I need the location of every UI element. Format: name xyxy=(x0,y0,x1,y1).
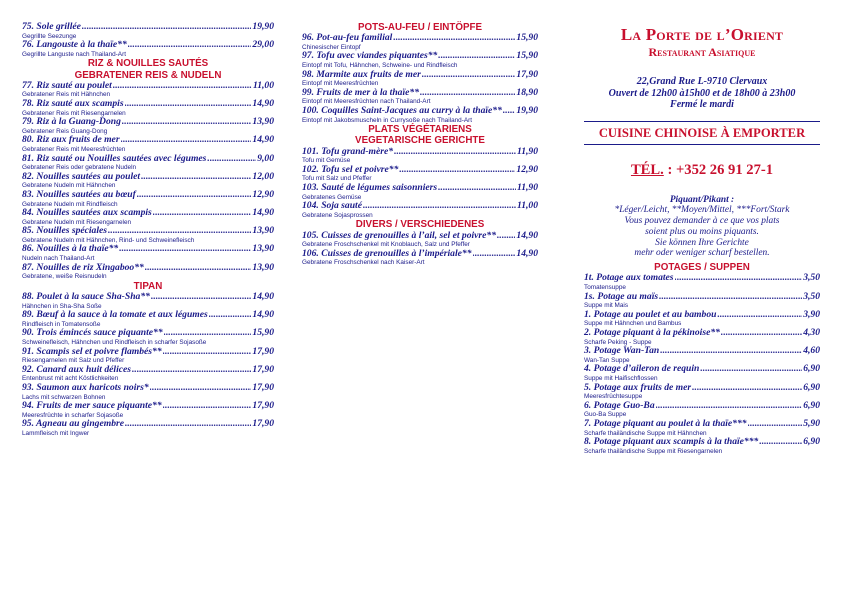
dot-leader xyxy=(721,328,802,339)
menu-item-line xyxy=(584,401,820,412)
dish-price: 11,90 xyxy=(516,145,538,157)
dish-name: 1t. Potage aux tomates xyxy=(584,272,674,284)
dish-price: 12,00 xyxy=(252,170,274,182)
menu-item-line xyxy=(22,135,274,146)
dot-leader xyxy=(656,401,803,412)
dish-price: 18,90 xyxy=(516,86,538,98)
dish-name: 8. Potage piquant aux scampis à la thaïe*** xyxy=(584,436,759,448)
dot-leader xyxy=(122,117,252,128)
dish-price: 17,90 xyxy=(252,345,274,357)
dish-description: Suppe mit Hähnchen und Bambus xyxy=(584,320,682,328)
telephone-label: TÉL. xyxy=(630,161,664,178)
dish-price: 15,90 xyxy=(252,327,274,339)
dish-description: Scharfe thailändische Suppe mit Hähnchen xyxy=(584,429,707,437)
dish-description: Gebratene Nudeln mit Riesengarnelen xyxy=(22,218,132,226)
dish-description: Gegrillte Seezunge xyxy=(22,32,77,40)
dish-description: Guo-Ba Suppe xyxy=(584,411,627,419)
menu-item xyxy=(22,22,274,40)
menu-item-line xyxy=(584,364,820,375)
dish-description: Eintopf mit Meeresfrüchten nach Thailand-Art xyxy=(302,98,431,106)
menu-column-middle xyxy=(302,22,538,267)
telephone-number: : +352 26 91 27-1 xyxy=(663,161,774,178)
dish-name: 84. Nouilles sautées aux scampis xyxy=(22,207,152,219)
dish-description: Gebratener Reis mit Hähnchen xyxy=(22,91,111,99)
piquant-note-fr-2: soient plus ou moins piquants. xyxy=(645,226,759,237)
menu-item xyxy=(22,226,274,244)
menu-item xyxy=(22,365,274,383)
dish-description: Meeresfrüchte in scharfer Sojasoße xyxy=(22,411,124,419)
menu-item-line xyxy=(302,165,538,176)
menu-item xyxy=(22,263,274,281)
menu-item xyxy=(22,117,274,135)
dish-description: Eintopf mit Tofu, Hähnchen, Schweine- und Rindfleisch xyxy=(302,61,458,69)
menu-item xyxy=(22,208,274,226)
menu-column-left xyxy=(22,22,274,438)
menu-item-line xyxy=(22,328,274,339)
dish-name: 77. Riz sauté au poulet xyxy=(22,79,112,91)
menu-item-line xyxy=(302,249,538,260)
dot-leader xyxy=(141,172,251,183)
soups-section xyxy=(584,262,820,455)
dish-name: 98. Marmite aux fruits de mer xyxy=(302,68,421,80)
menu-item-line xyxy=(22,190,274,201)
dish-name: 87. Nouilles de riz Xingaboo** xyxy=(22,261,144,273)
dish-name: 80. Riz aux fruits de mer xyxy=(22,134,120,146)
dish-name: 94. Fruits de mer sauce piquante** xyxy=(22,400,162,412)
dish-name: 82. Nouilles sautées au poulet xyxy=(22,170,141,182)
menu-item-line xyxy=(22,419,274,430)
dish-description: Gebratener Reis Guang-Dong xyxy=(22,127,108,135)
menu-item-line xyxy=(22,226,274,237)
dish-price: 14,90 xyxy=(516,247,538,259)
dish-description: Lammfleisch mit Ingwer xyxy=(22,429,90,437)
dish-name: 91. Scampis sel et poivre flambés** xyxy=(22,345,162,357)
dish-description: Eintopf mit Jakobsmuscheln in Currysoße nach Thailand-Art xyxy=(302,116,473,124)
menu-item-line xyxy=(22,99,274,110)
dish-description: Scharfe thailändische Suppe mit Riesengarnelen xyxy=(584,447,723,455)
menu-item-line xyxy=(22,347,274,358)
dish-name: 93. Saumon aux haricots noirs* xyxy=(22,381,149,393)
restaurant-header xyxy=(584,24,820,60)
menu-item-line xyxy=(22,383,274,394)
menu-item xyxy=(302,231,538,249)
menu-item xyxy=(22,154,274,172)
dot-leader xyxy=(137,190,252,201)
menu-item-line xyxy=(302,106,538,117)
dish-name: 75. Sole grillée xyxy=(22,21,81,32)
dish-description: Scharfe Peking - Suppe xyxy=(584,338,652,346)
dot-leader xyxy=(132,365,251,376)
menu-item xyxy=(22,40,274,58)
menu-item xyxy=(302,106,538,124)
dish-price: 12,90 xyxy=(252,188,274,200)
menu-item xyxy=(302,33,538,51)
menu-item-line xyxy=(22,244,274,255)
menu-item xyxy=(22,99,274,117)
menu-item xyxy=(22,347,274,365)
dish-name: 3. Potage Wan-Tan xyxy=(584,345,660,357)
menu-item-line xyxy=(22,117,274,128)
dish-price: 3,90 xyxy=(803,308,820,320)
menu-item-line xyxy=(302,70,538,81)
dish-name: 78. Riz sauté aux scampis xyxy=(22,97,124,109)
dish-name: 83. Nouilles sautées au bœuf xyxy=(22,188,136,200)
dish-description: Gebratene Sojasprossen xyxy=(302,211,373,219)
dot-leader xyxy=(497,231,515,242)
dish-price: 15,90 xyxy=(516,50,538,62)
dot-leader xyxy=(438,51,515,62)
menu-item xyxy=(584,364,820,382)
menu-item xyxy=(302,147,538,165)
menu-item-line xyxy=(22,81,274,92)
menu-item-line xyxy=(584,310,820,321)
menu-item xyxy=(22,328,274,346)
dish-price: 13,90 xyxy=(252,243,274,255)
section-heading-pots-au-feu-eintopfe: POTS-AU-FEU / EINTÖPFE xyxy=(357,22,483,33)
dish-name: 100. Coquilles Saint-Jacques au curry à la thaïe** xyxy=(302,104,502,116)
dish-description: Gebratene Nudeln mit Hähnchen xyxy=(22,182,116,190)
menu-item-line xyxy=(584,437,820,448)
dish-description: Gebratener Reis mit Riesengarnelen xyxy=(22,109,126,117)
dish-price: 12,90 xyxy=(516,163,538,175)
dish-description: Gebratener Reis oder gebratene Nudeln xyxy=(22,164,137,172)
dot-leader xyxy=(394,147,516,158)
menu-item-line xyxy=(22,292,274,303)
menu-item xyxy=(584,419,820,437)
dish-description: Gebratenes Gemüse xyxy=(302,193,362,201)
dish-price: 4,60 xyxy=(803,345,820,357)
menu-item xyxy=(584,328,820,346)
dish-description: Schweinefleisch, Hähnchen und Rindfleisch in scharfer Sojasoße xyxy=(22,339,207,347)
dot-leader xyxy=(420,88,515,99)
section-heading-tipan: TIPAN xyxy=(133,280,163,292)
dot-leader xyxy=(503,106,516,117)
dot-leader xyxy=(163,401,252,412)
dish-description: Gebratene Froschschenkel nach Kaiser-Art xyxy=(302,259,425,267)
takeaway-heading: CUISINE CHINOISE À EMPORTER xyxy=(598,125,806,140)
menu-item xyxy=(302,51,538,69)
dot-leader xyxy=(399,165,515,176)
menu-item-line xyxy=(22,365,274,376)
dish-price: 13,90 xyxy=(252,261,274,273)
dish-price: 13,90 xyxy=(252,116,274,128)
dish-name: 89. Bœuf à la sauce à la tomate et aux légumes xyxy=(22,309,208,321)
dot-leader xyxy=(675,273,803,284)
menu-item-line xyxy=(584,292,820,303)
section-heading-vegetarische-gerichte: VEGETARISCHE GERICHTE xyxy=(355,135,485,147)
menu-item xyxy=(22,383,274,401)
dot-leader xyxy=(164,328,252,339)
menu-item xyxy=(584,401,820,419)
dish-name: 96. Pot-au-feu familial xyxy=(302,32,393,44)
dish-name: 90. Trois émincés sauce piquante** xyxy=(22,327,163,339)
dish-description: Gebratener Reis mit Meeresfrüchten xyxy=(22,145,126,153)
menu-column-right xyxy=(584,22,820,455)
dish-description: Lachs mit schwarzen Bohnen xyxy=(22,393,106,401)
menu-item xyxy=(302,249,538,267)
dish-price: 11,00 xyxy=(516,200,538,212)
piquant-levels: *Léger/Leicht, **Moyen/Mittel, ***Fort/Stark xyxy=(614,205,790,216)
dish-price: 17,90 xyxy=(516,68,538,80)
menu-item xyxy=(22,81,274,99)
dish-price: 11,00 xyxy=(252,79,274,91)
menu-item-line xyxy=(302,33,538,44)
dot-leader xyxy=(717,310,802,321)
dish-price: 9,00 xyxy=(257,152,274,164)
dish-name: 5. Potage aux fruits de mer xyxy=(584,381,692,393)
menu-item xyxy=(302,165,538,183)
menu-item-line xyxy=(22,263,274,274)
dot-leader xyxy=(82,22,252,33)
menu-item xyxy=(22,135,274,153)
dish-name: 79. Riz à la Guang-Dong xyxy=(22,116,121,128)
menu-item-line xyxy=(22,310,274,321)
dish-price: 6,90 xyxy=(803,363,820,375)
menu-item-line xyxy=(584,419,820,430)
restaurant-name: La Porte de l’Orient xyxy=(620,25,784,44)
dish-description: Suppe mit Mais xyxy=(584,302,629,310)
dish-description: Gebratene Nudeln mit Hähnchen, Rind- und Schweinefleisch xyxy=(22,236,195,244)
dish-description: Tomatensuppe xyxy=(584,284,626,292)
restaurant-address: 22,Grand Rue L-9710 Clervaux xyxy=(636,76,768,87)
dot-leader xyxy=(659,292,802,303)
dot-leader xyxy=(163,347,252,358)
dish-price: 14,90 xyxy=(252,309,274,321)
dish-name: 85. Nouilles spéciales xyxy=(22,225,108,237)
dish-description: Riesengarnelen mit Salz und Pfeffer xyxy=(22,357,125,365)
dish-price: 6,90 xyxy=(803,381,820,393)
section-heading-gebratener-reis-nudeln: GEBRATENER REIS & NUDELN xyxy=(74,69,222,81)
dot-leader xyxy=(145,263,252,274)
dish-price: 5,90 xyxy=(803,417,820,429)
dish-price: 6,90 xyxy=(803,399,820,411)
dish-description: Hähnchen in Sha-Sha Soße xyxy=(22,302,102,310)
dish-price: 15,90 xyxy=(516,32,538,44)
dot-leader xyxy=(473,249,516,260)
dish-price: 14,90 xyxy=(252,291,274,303)
menu-item xyxy=(584,346,820,364)
menu-item xyxy=(302,201,538,219)
menu-item xyxy=(584,292,820,310)
menu-item xyxy=(22,310,274,328)
dot-leader xyxy=(119,244,251,255)
dish-description: Suppe mit Haifischflossen xyxy=(584,375,658,383)
piquant-note-fr-1: Vous pouvez demander à ce que vos plats xyxy=(624,216,780,227)
piquant-info xyxy=(584,195,820,260)
dot-leader xyxy=(150,383,252,394)
dish-description: Entenbrust mit acht Köstlichkeiten xyxy=(22,375,119,383)
dish-name: 2. Potage piquant à la pékinoise** xyxy=(584,327,720,339)
dish-price: 6,90 xyxy=(803,436,820,448)
dish-price: 17,90 xyxy=(252,400,274,412)
dish-name: 88. Poulet à la sauce Sha-Sha** xyxy=(22,291,150,303)
section-heading-plats-vegetariens: PLATS VÉGÉTARIENS xyxy=(368,124,472,136)
dish-description: Tofu mit Gemüse xyxy=(302,157,351,165)
menu-item xyxy=(584,383,820,401)
dish-name: 99. Fruits de mer à la thaïe** xyxy=(302,86,419,98)
menu-item-line xyxy=(22,172,274,183)
menu-item-line xyxy=(584,273,820,284)
dish-price: 4,30 xyxy=(803,327,820,339)
dot-leader xyxy=(759,437,802,448)
menu-item-line xyxy=(302,88,538,99)
dot-leader xyxy=(113,81,252,92)
piquant-note-de-1: Sie können Ihre Gerichte xyxy=(655,237,749,248)
dot-leader xyxy=(422,70,516,81)
dot-leader xyxy=(209,310,252,321)
section-heading-divers-verschiedenes: DIVERS / VERSCHIEDENES xyxy=(355,219,485,231)
dish-name: 1s. Potage au maïs xyxy=(584,290,659,302)
menu-item xyxy=(22,190,274,208)
menu-item-line xyxy=(22,22,274,33)
restaurant-subtitle: Restaurant Asiatique xyxy=(648,45,756,59)
menu-item-line xyxy=(302,231,538,242)
dot-leader xyxy=(151,292,251,303)
dot-leader xyxy=(692,383,802,394)
menu-item-line xyxy=(22,208,274,219)
dish-name: 97. Tofu avec viandes piquantes** xyxy=(302,50,438,62)
dish-name: 92. Canard aux huit délices xyxy=(22,363,132,375)
dish-name: 81. Riz sauté ou Nouilles sautées avec légumes xyxy=(22,152,207,164)
menu-item xyxy=(22,401,274,419)
dish-name: 104. Soja sauté xyxy=(302,200,362,212)
dish-price: 14,90 xyxy=(252,97,274,109)
menu-item xyxy=(22,292,274,310)
telephone xyxy=(584,161,820,179)
section-heading-potages-suppen: POTAGES / SUPPEN xyxy=(654,262,750,274)
piquant-note-de-2: mehr oder weniger scharf bestellen. xyxy=(634,248,770,259)
dish-description: Wan-Tan Suppe xyxy=(584,356,630,364)
menu-item-line xyxy=(584,328,820,339)
dish-description: Meeresfrüchtesuppe xyxy=(584,393,643,401)
menu-item xyxy=(584,273,820,291)
menu-item-line xyxy=(302,201,538,212)
menu-item xyxy=(584,437,820,455)
dish-name: 6. Potage Guo-Ba xyxy=(584,399,655,411)
dot-leader xyxy=(438,183,516,194)
dish-name: 105. Cuisses de grenouilles à l’ail, sel et poivre** xyxy=(302,229,497,241)
menu-item xyxy=(584,310,820,328)
dot-leader xyxy=(363,201,516,212)
dot-leader xyxy=(125,419,251,430)
dish-name: 4. Potage d’aileron de requin xyxy=(584,363,700,375)
dish-price: 19,90 xyxy=(516,104,538,116)
dot-leader xyxy=(660,346,802,357)
dish-name: 76. Langouste à la thaïe** xyxy=(22,39,127,51)
menu-item xyxy=(302,88,538,106)
menu-item-line xyxy=(302,147,538,158)
dot-leader xyxy=(393,33,515,44)
dot-leader xyxy=(125,99,252,110)
dish-price: 13,90 xyxy=(252,225,274,237)
dish-price: 17,90 xyxy=(252,381,274,393)
dot-leader xyxy=(153,208,252,219)
menu-item-line xyxy=(584,383,820,394)
dish-price: 14,90 xyxy=(516,229,538,241)
dish-price: 29,00 xyxy=(252,39,274,51)
opening-hours: Ouvert de 12h00 à15h00 et de 18h00 à 23h00 xyxy=(608,87,796,99)
dish-name: 102. Tofu sel et poivre** xyxy=(302,163,399,175)
menu-item xyxy=(22,419,274,437)
menu-item-line xyxy=(22,154,274,165)
dish-price: 14,90 xyxy=(252,134,274,146)
dish-price: 17,90 xyxy=(252,418,274,430)
dot-leader xyxy=(121,135,252,146)
section-heading-riz-nouilles-sautes: RIZ & NOUILLES SAUTÉS xyxy=(87,58,209,70)
dish-description: Eintopf mit Meeresfrüchten xyxy=(302,80,379,88)
dish-price: 19,90 xyxy=(252,21,274,32)
menu-item xyxy=(302,183,538,201)
dot-leader xyxy=(207,154,256,165)
menu-item xyxy=(22,244,274,262)
dish-name: 95. Agneau au gingembre xyxy=(22,418,124,430)
dish-price: 3,50 xyxy=(803,272,820,284)
closing-day: Fermé le mardi xyxy=(670,99,734,110)
dish-name: 7. Potage piquant au poulet à la thaïe*** xyxy=(584,417,747,429)
dish-price: 17,90 xyxy=(252,363,274,375)
menu-item-line xyxy=(22,401,274,412)
menu-item-line xyxy=(302,183,538,194)
menu-item xyxy=(302,70,538,88)
dish-description: Rindfleisch in Tomatensoße xyxy=(22,320,101,328)
dish-price: 11,90 xyxy=(516,181,538,193)
dot-leader xyxy=(128,40,252,51)
dish-description: Nudeln nach Thailand-Art xyxy=(22,255,95,263)
dish-price: 14,90 xyxy=(252,207,274,219)
piquant-title: Piquant/Pikant : xyxy=(669,194,735,205)
dish-description: Gebratene Nudeln mit Rindfleisch xyxy=(22,200,118,208)
dish-description: Tofu mit Salz und Pfeffer xyxy=(302,175,372,183)
dish-name: 1. Potage au poulet et au bambou xyxy=(584,308,717,320)
menu-item-line xyxy=(22,40,274,51)
dish-description: Gebratene Froschschenkel mit Knoblauch, Salz und Pfeffer xyxy=(302,241,470,249)
menu-item-line xyxy=(302,51,538,62)
menu-item-line xyxy=(584,346,820,357)
dish-name: 101. Tofu grand-mère* xyxy=(302,145,394,157)
dish-description: Gebratene, weiße Reisnudeln xyxy=(22,273,107,281)
dish-name: 106. Cuisses de grenouilles à l’impériale** xyxy=(302,247,472,259)
dish-price: 3,50 xyxy=(803,290,820,302)
dish-description: Gegrillte Languste nach Thailand-Art xyxy=(22,50,126,58)
menu-item xyxy=(22,172,274,190)
dot-leader xyxy=(748,419,803,430)
dish-name: 86. Nouilles à la thaïe** xyxy=(22,243,119,255)
dot-leader xyxy=(700,364,802,375)
dish-name: 103. Sauté de légumes saisonniers xyxy=(302,181,438,193)
dot-leader xyxy=(108,226,251,237)
dish-description: Chinesischer Eintopf xyxy=(302,43,361,51)
